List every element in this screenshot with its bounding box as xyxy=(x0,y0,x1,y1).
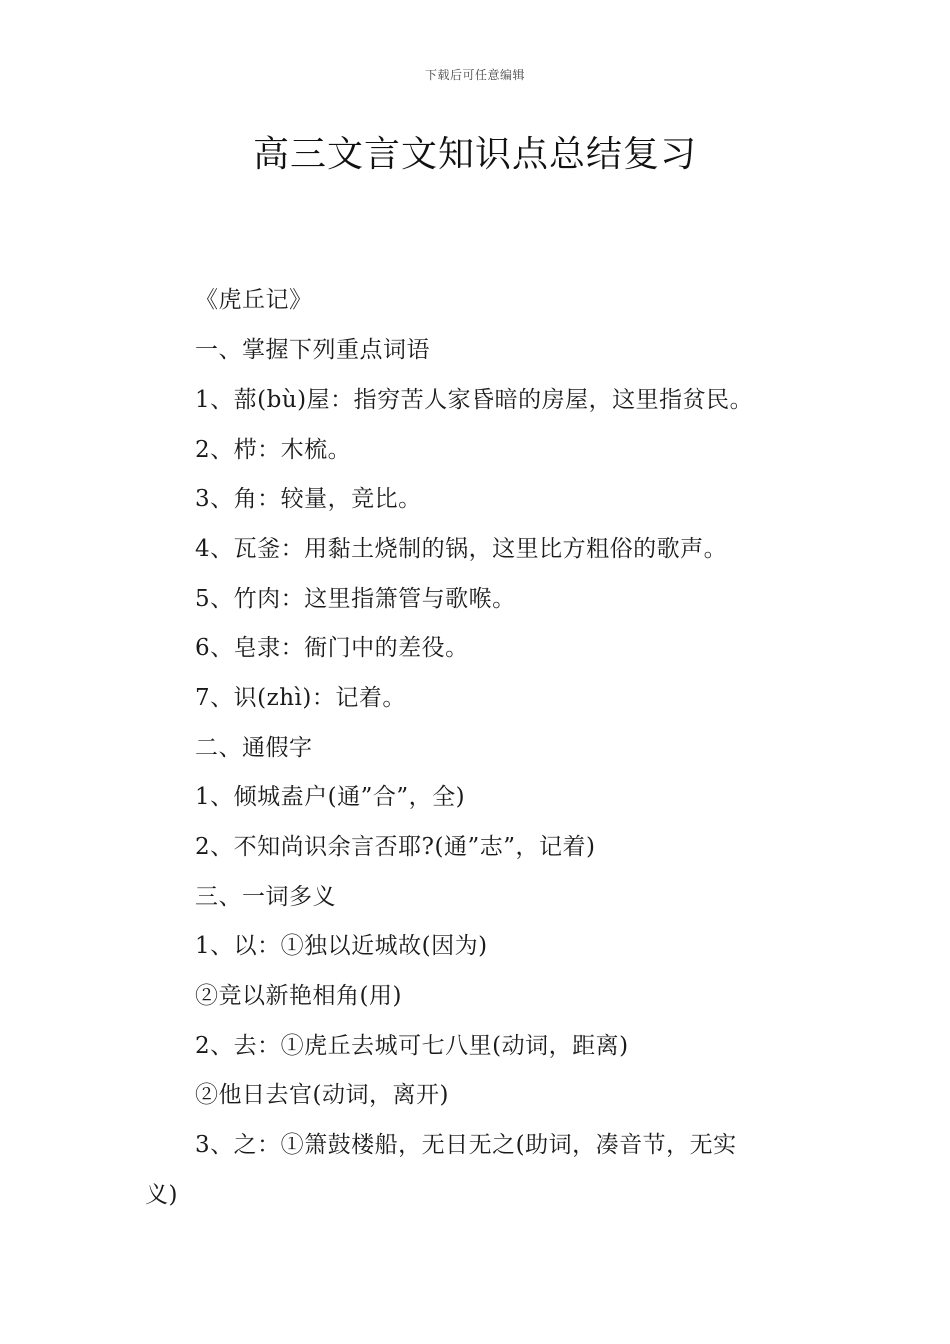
list-item: ②竞以新艳相角(用) xyxy=(195,983,402,1009)
list-item: 7、识(zhì)：记着。 xyxy=(195,685,406,711)
list-item-continuation: 义) xyxy=(145,1182,178,1208)
section-heading-text-title: 《虎丘记》 xyxy=(195,287,313,313)
list-item: ②他日去官(动词，离开) xyxy=(195,1082,449,1108)
document-title: 高三文言文知识点总结复习 xyxy=(252,134,697,175)
list-item: 3、之：①箫鼓楼船，无日无之(助词，凑音节，无实 xyxy=(195,1132,737,1158)
list-item: 2、不知尚识余言否耶?(通”志”，记着) xyxy=(195,834,596,860)
section-heading: 一、掌握下列重点词语 xyxy=(195,337,430,363)
list-item: 5、竹肉：这里指箫管与歌喉。 xyxy=(195,586,516,612)
list-item: 4、瓦釜：用黏土烧制的锅，这里比方粗俗的歌声。 xyxy=(195,536,728,562)
section-heading: 三、一词多义 xyxy=(195,884,336,910)
list-item: 1、蔀(bù)屋：指穷苦人家昏暗的房屋，这里指贫民。 xyxy=(195,387,754,413)
section-heading: 二、通假字 xyxy=(195,735,313,761)
list-item: 6、皂隶：衙门中的差役。 xyxy=(195,635,469,661)
list-item: 3、角：较量，竞比。 xyxy=(195,486,422,512)
list-item: 1、以：①独以近城故(因为) xyxy=(195,933,488,959)
list-item: 2、去：①虎丘去城可七八里(动词，距离) xyxy=(195,1033,629,1059)
list-item: 2、栉：木梳。 xyxy=(195,437,352,463)
list-item: 1、倾城盍户(通”合”，全) xyxy=(195,784,466,810)
header-note: 下载后可任意编辑 xyxy=(424,68,525,82)
